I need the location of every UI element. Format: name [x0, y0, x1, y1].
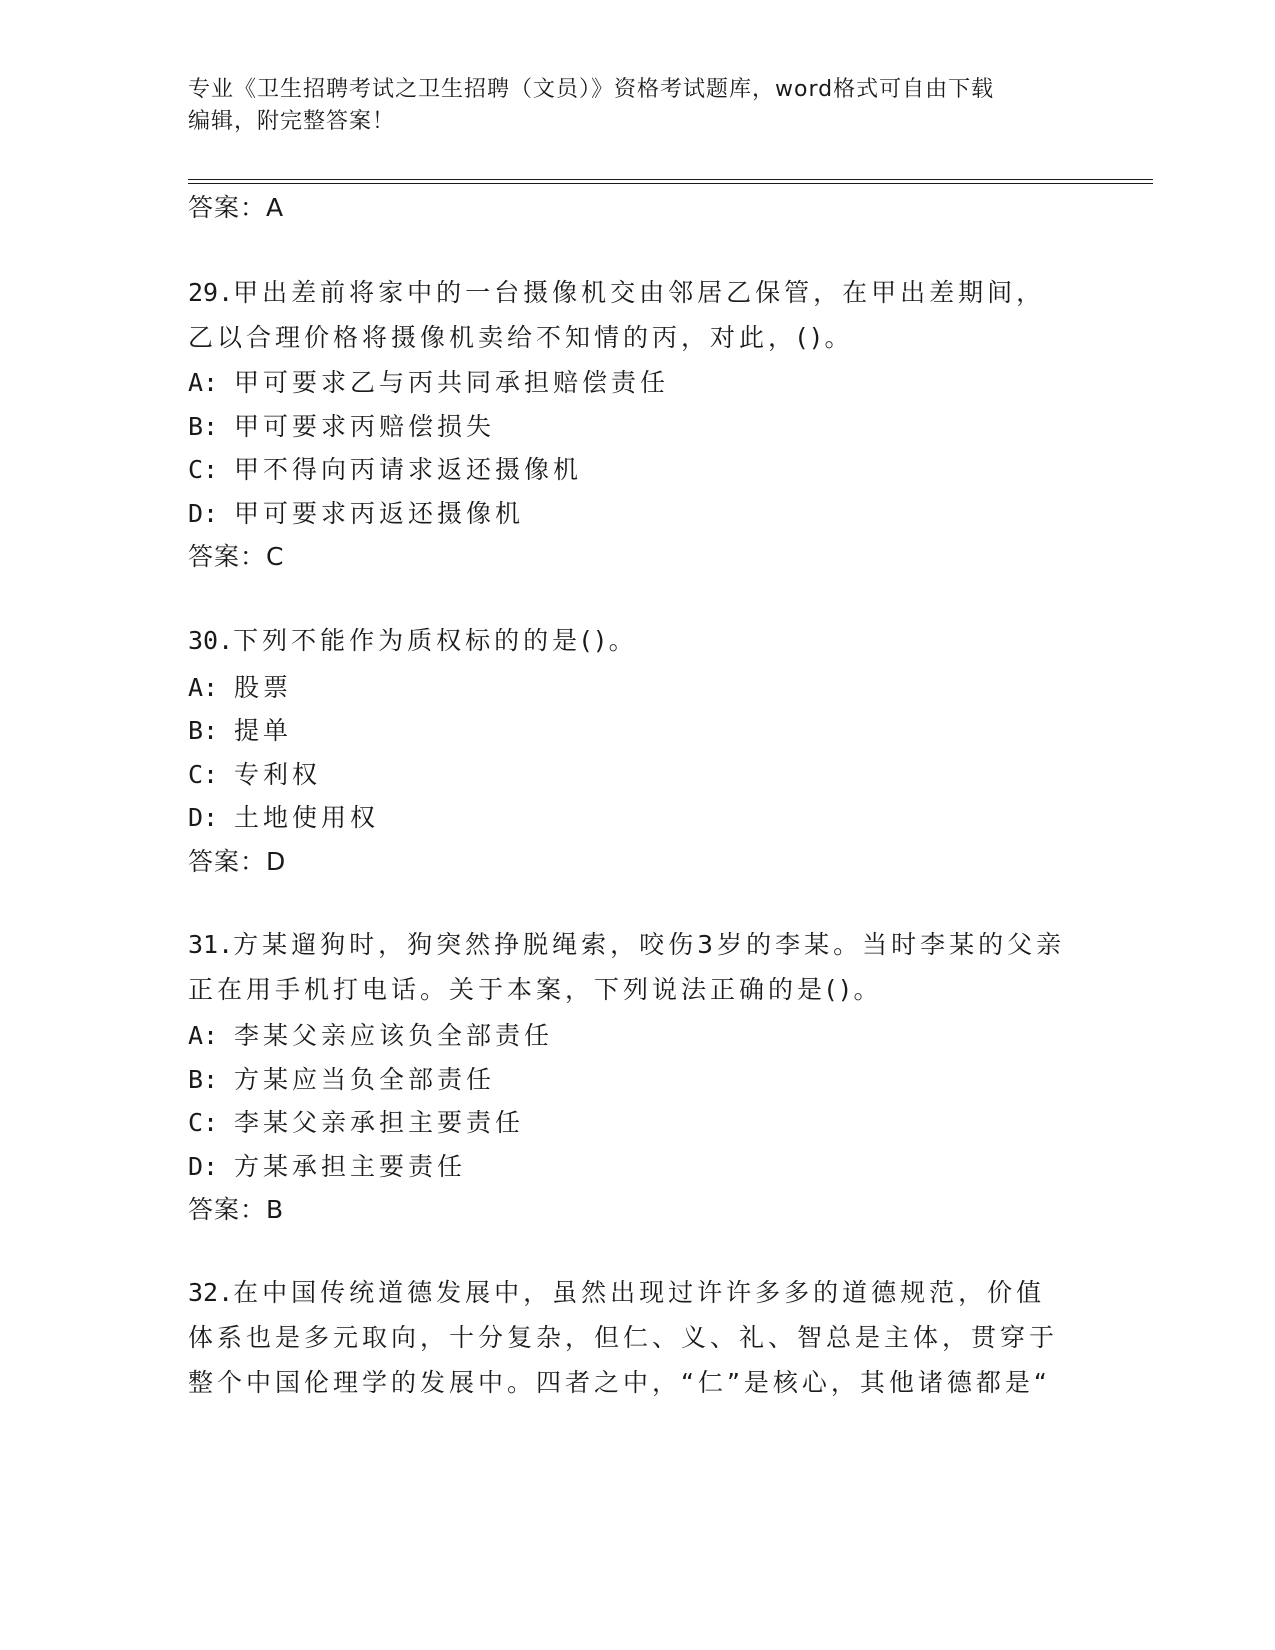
header-rule-bottom [188, 183, 1153, 184]
option-b [188, 711, 292, 747]
option-c [188, 1103, 524, 1139]
option-letter: C: [188, 760, 219, 789]
answer-31: 答案：B [188, 1195, 285, 1224]
option-b [188, 1060, 495, 1096]
option-letter: D: [188, 1152, 219, 1181]
option-d [188, 1147, 466, 1183]
header-line-2: 编辑，附完整答案！ [188, 109, 396, 134]
question-text: 甲出差前将家中的一台摄像机交由邻居乙保管，在甲出差期间，乙以合理价格将摄像机卖给不知情的丙，对此，()。 [188, 278, 1046, 352]
option-a [188, 668, 292, 704]
option-text: 甲不得向丙请求返还摄像机 [234, 455, 583, 484]
option-text: 甲可要求丙赔偿损失 [234, 412, 496, 441]
option-text: 土地使用权 [234, 803, 380, 832]
question-30 [188, 618, 1073, 663]
option-letter: A: [188, 673, 219, 702]
option-letter: B: [188, 716, 219, 745]
option-text: 甲可要求丙返还摄像机 [234, 499, 525, 528]
question-text: 下列不能作为质权标的的是()。 [233, 626, 638, 655]
previous-answer: 答案：A [188, 193, 285, 222]
question-text: 方某遛狗时，狗突然挣脱绳索，咬伤3岁的李某。当时李某的父亲正在用手机打电话。关于本案，下列说法正确的是()。 [188, 930, 1066, 1004]
option-a [188, 363, 669, 399]
option-a [188, 1016, 553, 1052]
question-number: 29. [188, 278, 234, 307]
question-text: 在中国传统道德发展中，虽然出现过许许多多的道德规范，价值体系也是多元取向，十分复杂，但仁、义、礼、智总是主体，贯穿于整个中国伦理学的发展中。四者之中，“仁”是核心，其他诸德都是“ [188, 1278, 1059, 1397]
question-number: 31. [188, 930, 234, 959]
question-32 [188, 1270, 1073, 1405]
option-c [188, 755, 321, 791]
option-letter: C: [188, 455, 219, 484]
header-line-1: 专业《卫生招聘考试之卫生招聘（文员）》资格考试题库，word格式可自由下载 [188, 77, 995, 102]
option-text: 方某应当负全部责任 [234, 1065, 496, 1094]
document-header [188, 74, 1088, 138]
option-letter: D: [188, 803, 219, 832]
option-c [188, 450, 582, 486]
option-text: 提单 [234, 716, 293, 745]
option-letter: B: [188, 1065, 219, 1094]
option-text: 李某父亲应该负全部责任 [234, 1021, 554, 1050]
option-letter: B: [188, 412, 219, 441]
option-text: 甲可要求乙与丙共同承担赔偿责任 [234, 368, 670, 397]
option-d [188, 494, 524, 530]
option-letter: A: [188, 1021, 219, 1050]
option-letter: C: [188, 1108, 219, 1137]
option-text: 李某父亲承担主要责任 [234, 1108, 525, 1137]
header-rule-top [188, 179, 1153, 180]
option-text: 方某承担主要责任 [234, 1152, 467, 1181]
question-number: 32. [188, 1278, 234, 1307]
option-letter: D: [188, 499, 219, 528]
option-text: 股票 [234, 673, 293, 702]
question-number: 30. [188, 626, 234, 655]
answer-30: 答案：D [188, 847, 287, 876]
question-29 [188, 270, 1073, 360]
option-text: 专利权 [234, 760, 322, 789]
question-31 [188, 922, 1073, 1012]
option-b [188, 407, 495, 443]
answer-29: 答案：C [188, 542, 285, 571]
option-d [188, 798, 379, 834]
option-letter: A: [188, 368, 219, 397]
